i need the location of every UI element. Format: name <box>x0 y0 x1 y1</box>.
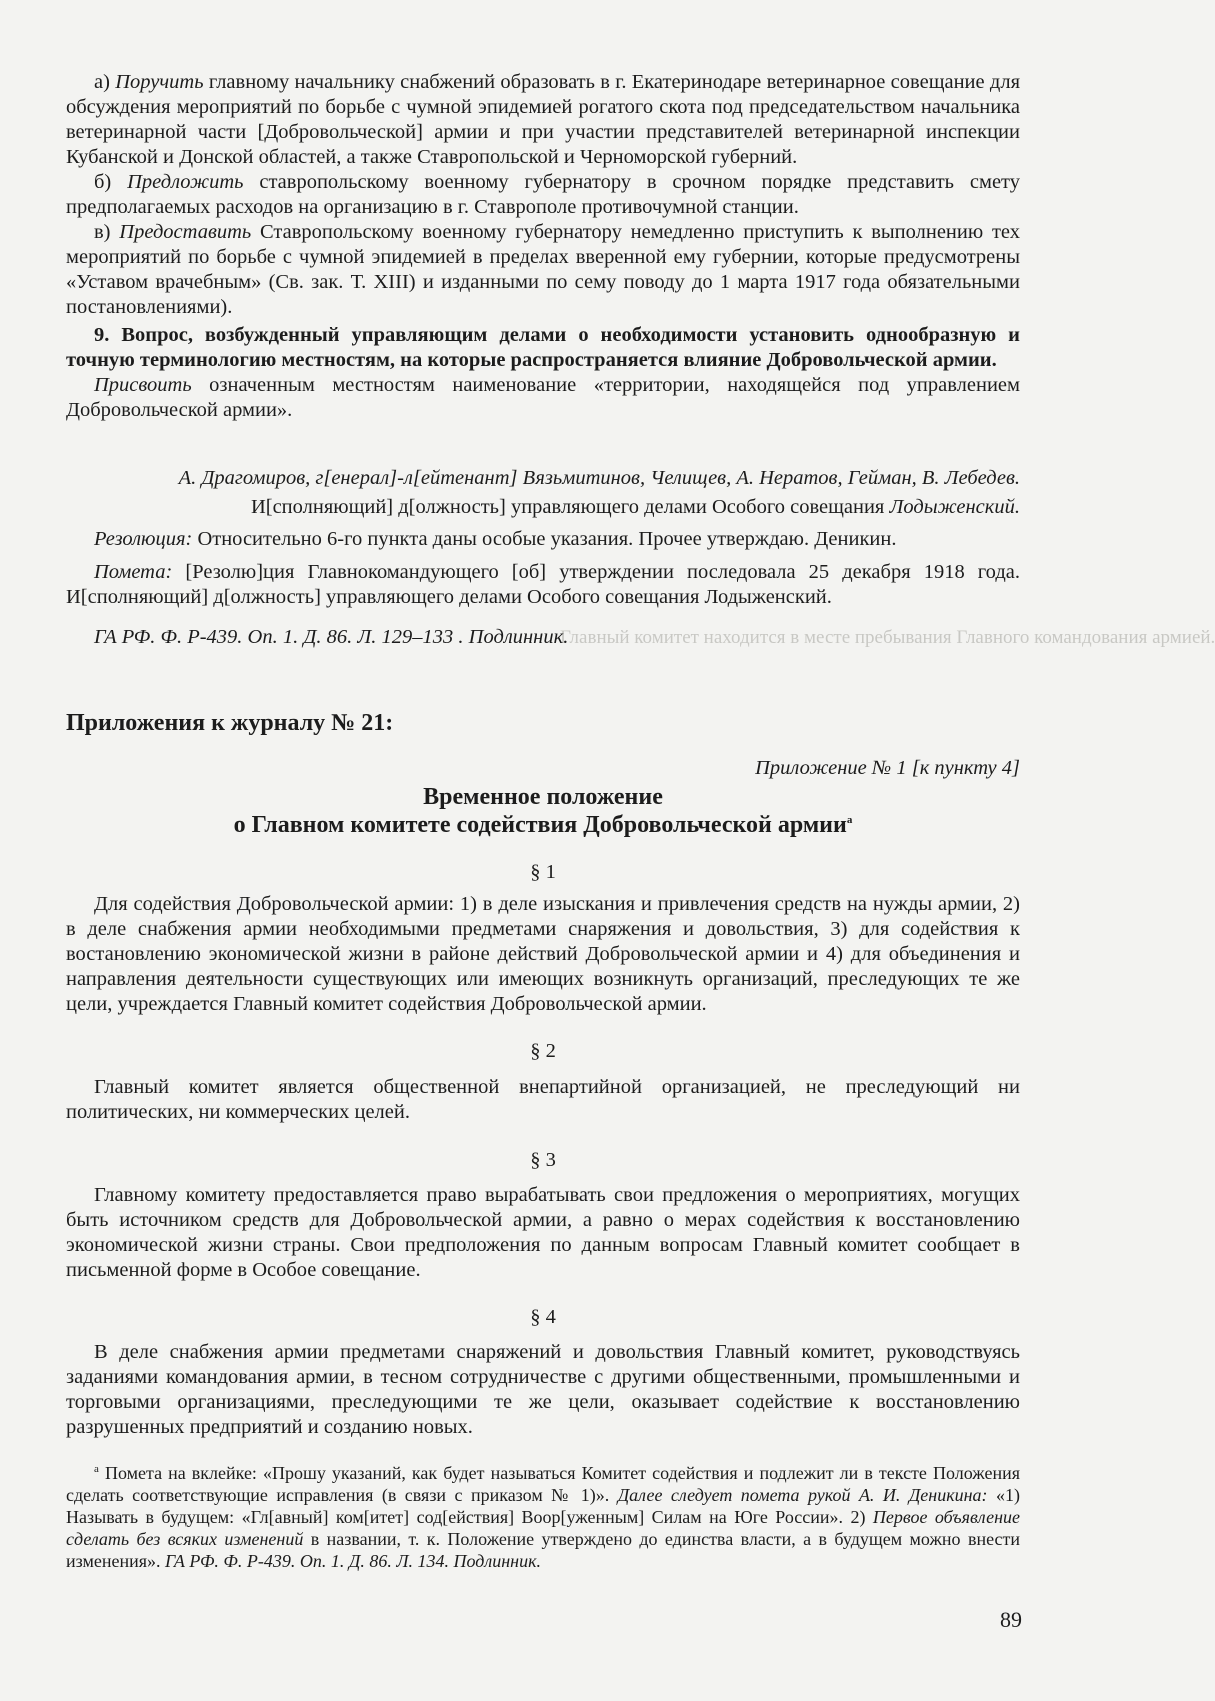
document-title-line1: Временное положение <box>423 784 663 810</box>
section-3-text: Главному комитету предоставляется право вырабатывать свои предложения о мероприятиях, могущих быть источником средств для Добровольческой армии, а равно о мерах содействия к восстановлению экономической жизни страны. Свои предположения по данным вопросам Главный комитет сообщает в письменной форме в Особое совещание. <box>66 1184 1020 1281</box>
signatories: А. Драгомиров, г[енерал]-л[ейтенант] Вязьмитинов, Челищев, А. Нератов, Гейман, В. Лебедев. <box>178 467 1020 489</box>
item-9-heading: 9. Вопрос, возбужденный управляющим делами о необходимости установить однообразную и точную терминологию местностям, на которые распространяется влияние Добровольческой армии. <box>66 324 1020 371</box>
section-1-text: Для содействия Добровольческой армии: 1) в деле изыскания и привлечения средств на нужды армии, 2) в деле снабжения армии необходимыми предметами снаряжения и довольствия, 3) для содействия к востановлению экономической жизни в районе действий Добровольческой армии и 4) для объединения и направления деятельности существующих или имеющих возникнуть организаций, преследующих те же цели, учреждается Главный комитет содействия Добровольческой армии. <box>66 893 1020 1015</box>
section-2-number: § 2 <box>530 1040 556 1062</box>
footnote-marker: а <box>846 814 853 826</box>
pometa: Помета: [Резолю]ция Главнокомандующего [об] утверждении последовала 25 декабря 1918 года. И[сполняющий] д[олжность] управляющего делами Особого совещания Лодыженский. <box>66 561 1020 608</box>
appendix-block <box>66 708 1020 839</box>
appendix-heading: Приложения к журналу № 21: <box>66 710 394 736</box>
decision-items <box>66 70 1020 423</box>
resolution-block <box>66 527 1020 650</box>
section-1-number: § 1 <box>530 861 556 883</box>
section-4-number: § 4 <box>530 1306 556 1328</box>
document-title-line2: о Главном комитете содействия Добровольческой армии$^а$ <box>233 812 853 838</box>
bleed-through-text: Главный комитет находится в месте пребывания Главного командования армией. <box>560 627 1215 648</box>
section-4-text: В деле снабжения армии предметами снаряжений и довольствия Главный комитет, руководствуясь заданиями командования армии, в тесном сотрудничестве с другими общественными, промышленными и торговыми организациями, преследующими те же цели, оказывает содействие к восстановлению разрушенных предприятий и созданию новых. <box>66 1341 1020 1438</box>
item-9-text: Присвоить означенным местностям наименование «территории, находящейся под управлением Добровольческой армии». <box>66 374 1020 421</box>
appendix-reference: Приложение № 1 [к пункту 4] <box>755 757 1020 779</box>
footnote <box>66 1462 1020 1572</box>
item-c: в) Предоставить Ставропольскому военному губернатору немедленно приступить к выполнению тех мероприятий по борьбе с чумной эпидемией в пределах вверенной ему губернии, которые предусмотрены «Уставом врачебным» (Св. зак. Т. XIII) и изданными по сему поводу до 1 марта 1917 года обязательными постановлениями). <box>66 221 1020 318</box>
sections <box>66 860 1020 1440</box>
signatures <box>66 466 1020 520</box>
item-b: б) Предложить ставропольскому военному губернатору в срочном порядке представить смету предполагаемых расходов на организацию в г. Ставрополе противочумной станции. <box>66 171 1020 218</box>
section-2-text: Главный комитет является общественной внепартийной организацией, не преследующий ни политических, ни коммерческих целей. <box>66 1076 1020 1123</box>
item-a: а) Поручить главному начальнику снабжений образовать в г. Екатеринодаре ветеринарное совещание для обсуждения мероприятий по борьбе с чумной эпидемией рогатого скота под председательством начальника ветеринарной части [Добровольческой] армии и при участии представителей ветеринарной инспекции Кубанской и Донской областей, а также Ставропольской и Черноморской губерний. <box>66 71 1021 168</box>
page-number: 89 <box>1000 1607 1022 1632</box>
section-3-number: § 3 <box>530 1149 556 1171</box>
resolution: Резолюция: Относительно 6-го пункта даны особые указания. Прочее утверждаю. Деникин. <box>94 528 897 550</box>
acting-manager-signature: И[сполняющий] д[олжность] управляющего делами Особого совещания Лодыженский. <box>250 496 1020 518</box>
footnote-text: $^а$ Помета на вклейке: «Прошу указаний, как будет называться Комитет содействия и подлежит ли в тексте Положения сделать соответствующие исправления (в связи с приказом № 1)». Далее следует помета рукой А. И. Деникина: «1) Называть в будущем: «Гл[авный] ком[итет] сод[ействия] Воор[уженным] Силам на Юге России». 2) Первое объявление сделать без всяких изменений в названии, т. к. Положение утверждено до единства власти, а в будущем можно внести изменения». ГА РФ. Ф. Р-439. Оп. 1. Д. 86. Л. 134. Подлинник. <box>66 1463 1021 1571</box>
archive-source: ГА РФ. Ф. Р-439. Оп. 1. Д. 86. Л. 129–133 . Подлинник. <box>94 626 569 648</box>
